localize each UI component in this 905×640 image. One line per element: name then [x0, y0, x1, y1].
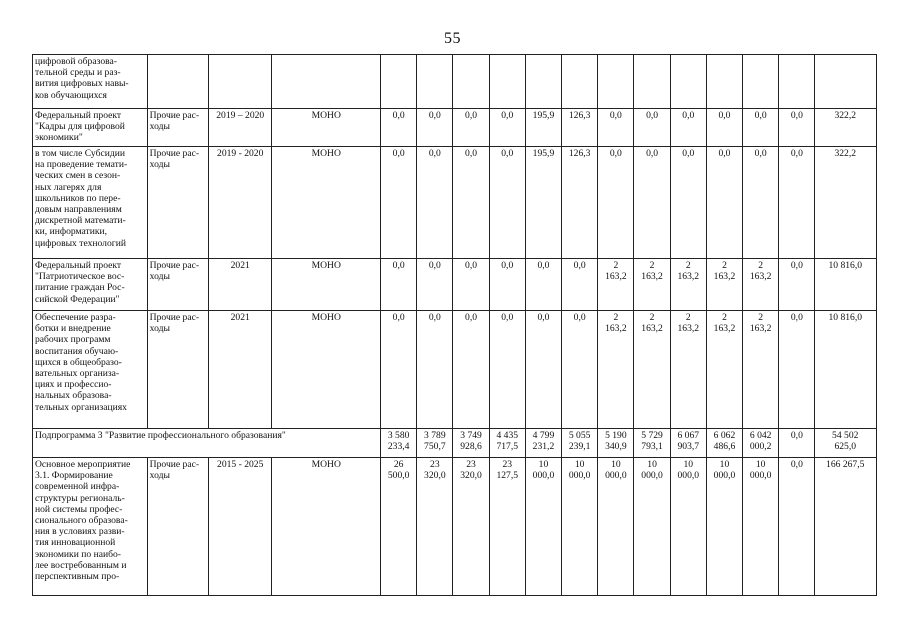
- value-line: 0,0: [646, 148, 659, 159]
- year-value-cell: [779, 55, 815, 109]
- event-name-line: экономики по наибо-: [35, 548, 121, 560]
- year-value-cell: [598, 147, 634, 259]
- year-value-cell: [453, 55, 489, 109]
- value-line: 000,0: [568, 470, 591, 482]
- total-cell: [815, 259, 877, 311]
- value-line: 625,0: [834, 441, 857, 453]
- value-line: 23: [502, 459, 513, 470]
- event-name-line: ния в условиях разви-: [35, 526, 125, 538]
- event-name-line: ной системы профес-: [35, 503, 123, 515]
- value-line: 163,2: [749, 271, 772, 283]
- year-value-cell: [634, 311, 670, 429]
- year-value-cell: [381, 109, 417, 147]
- total-cell: [815, 55, 877, 109]
- value-line: 10: [538, 459, 549, 470]
- year-value-cell: [743, 311, 779, 429]
- value-line: 10: [719, 459, 730, 470]
- year-value-cell: [634, 458, 670, 596]
- event-name-line: дискретной математи-: [35, 215, 126, 227]
- value-line: 2: [649, 312, 655, 323]
- funding-source-line: Прочие рас-: [149, 148, 200, 159]
- year-value-cell: [598, 55, 634, 109]
- year-value-cell: [381, 55, 417, 109]
- year-value-cell: [489, 458, 525, 596]
- value-line: 0,0: [501, 110, 514, 121]
- year-value-cell: [489, 109, 525, 147]
- value-line: 793,1: [641, 441, 663, 453]
- year-value-cell: [598, 259, 634, 311]
- value-line: 0,0: [573, 260, 586, 271]
- year-value-cell: [453, 311, 489, 429]
- value-line: 3 749: [460, 430, 482, 441]
- value-line: 163,2: [749, 323, 772, 335]
- value-line: 239,1: [568, 441, 591, 453]
- value-line: 0,0: [537, 260, 550, 271]
- period-cell: 2021: [209, 259, 272, 311]
- value-line: 0,0: [501, 312, 514, 323]
- year-value-cell: [525, 458, 561, 596]
- year-value-cell: [706, 458, 742, 596]
- total-cell: [815, 429, 877, 458]
- event-name-line: в том числе Субсидии: [35, 148, 125, 159]
- period-cell: 2019 - 2020: [209, 147, 272, 259]
- value-line: 2: [613, 312, 619, 323]
- funding-source-line: ходы: [149, 121, 170, 133]
- year-value-cell: [670, 259, 706, 311]
- value-line: 163,2: [641, 323, 663, 335]
- event-name-line: 3.1. Формирование: [35, 470, 113, 482]
- value-line: 0,0: [392, 110, 405, 121]
- year-value-cell: [489, 147, 525, 259]
- funding-source-cell: [147, 259, 208, 311]
- value-line: 54 502: [832, 430, 859, 441]
- period-cell: 2015 - 2025: [209, 458, 272, 596]
- value-line: 717,5: [496, 441, 519, 453]
- value-line: 2: [722, 260, 727, 271]
- year-value-cell: [634, 259, 670, 311]
- responsible-cell: МОНО: [272, 311, 381, 429]
- year-value-cell: [634, 429, 670, 458]
- event-name-line: ческих смен в сезон-: [35, 170, 121, 182]
- event-name-line: ботки и внедрение: [35, 323, 111, 335]
- responsible-cell: МОНО: [272, 259, 381, 311]
- event-name-line: Обеспечение разра-: [35, 312, 116, 323]
- event-name-line: вательных организа-: [35, 368, 120, 380]
- value-line: 0,0: [790, 148, 803, 159]
- value-line: 10 816,0: [828, 312, 863, 323]
- value-line: 0,0: [392, 148, 405, 159]
- event-name-line: питание граждан Рос-: [35, 282, 125, 294]
- value-line: 0,0: [718, 110, 731, 121]
- table-row: [33, 55, 877, 109]
- value-line: 3 789: [424, 430, 446, 441]
- year-value-cell: [562, 311, 598, 429]
- value-line: 0,0: [392, 260, 405, 271]
- year-value-cell: [417, 311, 453, 429]
- value-line: 231,2: [532, 441, 555, 453]
- value-line: 126,3: [568, 148, 591, 159]
- value-line: 000,0: [532, 470, 555, 482]
- value-line: 166 267,5: [826, 459, 865, 470]
- value-line: 26: [393, 459, 404, 470]
- period-cell: [209, 55, 272, 109]
- year-value-cell: [706, 109, 742, 147]
- table-row: [33, 147, 877, 259]
- value-line: 000,0: [641, 470, 663, 482]
- event-name-line: сийской Федерации": [35, 293, 120, 305]
- value-line: 0,0: [609, 110, 622, 121]
- value-line: 2: [685, 312, 691, 323]
- value-line: 0,0: [790, 110, 803, 121]
- funding-source-line: Прочие рас-: [149, 459, 200, 470]
- value-line: 163,2: [641, 271, 663, 283]
- table-row: [33, 311, 877, 429]
- year-value-cell: [706, 55, 742, 109]
- funding-source-line: Прочие рас-: [149, 260, 200, 271]
- value-line: 000,2: [749, 441, 772, 453]
- year-value-cell: [525, 147, 561, 259]
- value-line: 6 042: [749, 430, 772, 441]
- value-line: 0,0: [790, 312, 803, 323]
- total-cell: [815, 147, 877, 259]
- funding-source-cell: [147, 109, 208, 147]
- event-name-line: современной инфра-: [35, 481, 120, 493]
- funding-source-line: ходы: [149, 470, 170, 482]
- subprogram-row: [33, 429, 877, 458]
- year-value-cell: [453, 147, 489, 259]
- year-value-cell: [417, 147, 453, 259]
- value-line: 163,2: [605, 323, 627, 335]
- year-value-cell: [562, 259, 598, 311]
- event-name-line: школьников по пере-: [35, 192, 121, 204]
- funding-source-cell: [147, 55, 208, 109]
- value-line: 000,0: [605, 470, 627, 482]
- year-value-cell: [525, 429, 561, 458]
- year-value-cell: [779, 311, 815, 429]
- value-line: 127,5: [496, 470, 519, 482]
- value-line: 0,0: [609, 148, 622, 159]
- year-value-cell: [779, 429, 815, 458]
- total-cell: [815, 458, 877, 596]
- funding-source-line: ходы: [149, 159, 170, 171]
- year-value-cell: [417, 429, 453, 458]
- event-name-cell: [33, 311, 148, 429]
- year-value-cell: [706, 147, 742, 259]
- value-line: 903,7: [677, 441, 700, 453]
- year-value-cell: [706, 259, 742, 311]
- event-name-line: лее востребованным и: [35, 559, 127, 571]
- responsible-cell: МОНО: [272, 458, 381, 596]
- value-line: 3 580: [387, 430, 410, 441]
- year-value-cell: [743, 109, 779, 147]
- value-line: 0,0: [428, 148, 441, 159]
- value-line: 163,2: [677, 271, 700, 283]
- event-name-line: структуры региональ-: [35, 492, 125, 504]
- year-value-cell: [598, 109, 634, 147]
- year-value-cell: [525, 311, 561, 429]
- event-name-line: рабочих программ: [35, 334, 111, 346]
- funding-source-line: Прочие рас-: [149, 110, 200, 121]
- event-name-cell: [33, 109, 148, 147]
- year-value-cell: [779, 458, 815, 596]
- event-name-line: тельной среды и раз-: [35, 67, 121, 79]
- value-line: 163,2: [605, 271, 627, 283]
- funding-source-cell: [147, 147, 208, 259]
- value-line: 500,0: [387, 470, 410, 482]
- value-line: 2: [685, 260, 691, 271]
- value-line: 10: [683, 459, 694, 470]
- funding-source-line: ходы: [149, 323, 170, 335]
- value-line: 0,0: [790, 260, 803, 271]
- year-value-cell: [525, 109, 561, 147]
- event-name-line: тельных организациях: [35, 401, 127, 413]
- year-value-cell: [670, 458, 706, 596]
- event-name-line: ки, информатики,: [35, 226, 108, 238]
- value-line: 10 816,0: [828, 260, 863, 271]
- year-value-cell: [381, 311, 417, 429]
- year-value-cell: [562, 55, 598, 109]
- year-value-cell: [670, 311, 706, 429]
- value-line: 322,2: [834, 148, 857, 159]
- year-value-cell: [670, 147, 706, 259]
- page-number: 55: [444, 30, 461, 47]
- event-name-cell: [33, 147, 148, 259]
- event-name-line: ных лагерях для: [35, 181, 102, 193]
- event-name-line: на проведение темати-: [35, 159, 128, 171]
- year-value-cell: [417, 259, 453, 311]
- year-value-cell: [779, 147, 815, 259]
- year-value-cell: [562, 458, 598, 596]
- value-line: 486,6: [713, 441, 736, 453]
- year-value-cell: [634, 109, 670, 147]
- value-line: 23: [466, 459, 476, 470]
- value-line: 0,0: [501, 148, 514, 159]
- value-line: 10: [611, 459, 621, 470]
- value-line: 195,9: [532, 148, 555, 159]
- year-value-cell: [453, 429, 489, 458]
- year-value-cell: [417, 55, 453, 109]
- value-line: 126,3: [568, 110, 591, 121]
- budget-table: [32, 54, 877, 596]
- value-line: 340,9: [605, 441, 627, 453]
- value-line: 5 190: [605, 430, 627, 441]
- year-value-cell: [453, 259, 489, 311]
- value-line: 2: [649, 260, 655, 271]
- value-line: 0,0: [465, 260, 478, 271]
- value-line: 2: [758, 260, 764, 271]
- value-line: 5 055: [568, 430, 591, 441]
- period-cell: 2019 – 2020: [209, 109, 272, 147]
- value-line: 0,0: [754, 110, 767, 121]
- value-line: 6 062: [713, 430, 736, 441]
- value-line: 0,0: [718, 148, 731, 159]
- value-line: 320,0: [424, 470, 446, 482]
- value-line: 0,0: [537, 312, 550, 323]
- event-name-line: "Патриотическое вос-: [35, 271, 125, 283]
- value-line: 4 799: [532, 430, 555, 441]
- value-line: 0,0: [428, 260, 441, 271]
- event-name-cell: [33, 259, 148, 311]
- total-cell: [815, 109, 877, 147]
- value-line: 0,0: [754, 148, 767, 159]
- year-value-cell: [489, 311, 525, 429]
- year-value-cell: [417, 458, 453, 596]
- year-value-cell: [525, 259, 561, 311]
- event-name-line: цифровых технологий: [35, 237, 126, 249]
- year-value-cell: [670, 429, 706, 458]
- value-line: 163,2: [677, 323, 700, 335]
- event-name-line: нальных образова-: [35, 390, 112, 402]
- funding-source-cell: [147, 458, 208, 596]
- year-value-cell: [598, 429, 634, 458]
- event-name-cell: [33, 458, 148, 596]
- value-line: 6 067: [677, 430, 700, 441]
- value-line: 0,0: [428, 312, 441, 323]
- table-row: [33, 458, 877, 596]
- year-value-cell: [743, 55, 779, 109]
- value-line: 0,0: [682, 110, 695, 121]
- value-line: 0,0: [428, 110, 441, 121]
- funding-source-line: Прочие рас-: [149, 312, 200, 323]
- value-line: 0,0: [392, 312, 405, 323]
- table-row: [33, 109, 877, 147]
- value-line: 000,0: [713, 470, 736, 482]
- value-line: 0,0: [646, 110, 659, 121]
- year-value-cell: [598, 311, 634, 429]
- event-name-line: воспитания обучаю-: [35, 345, 119, 357]
- event-name-line: циях и профессио-: [35, 379, 112, 391]
- year-value-cell: [779, 259, 815, 311]
- value-line: 322,2: [834, 110, 857, 121]
- event-name-line: Федеральный проект: [35, 110, 122, 121]
- event-name-line: перспективным про-: [35, 571, 120, 583]
- event-name-line: цифровой образова-: [35, 56, 117, 67]
- event-name-line: вития цифровых навы-: [35, 78, 129, 90]
- funding-source-line: ходы: [149, 271, 170, 283]
- value-line: 0,0: [682, 148, 695, 159]
- event-name-line: Федеральный проект: [35, 260, 122, 271]
- year-value-cell: [598, 458, 634, 596]
- value-line: 2: [613, 260, 619, 271]
- event-name-line: Основное мероприятие: [35, 459, 131, 470]
- year-value-cell: [381, 259, 417, 311]
- year-value-cell: [489, 429, 525, 458]
- funding-source-cell: [147, 311, 208, 429]
- year-value-cell: [634, 147, 670, 259]
- year-value-cell: [525, 55, 561, 109]
- year-value-cell: [562, 429, 598, 458]
- event-name-line: довым направлениям: [35, 204, 122, 216]
- event-name-line: ков обучающихся: [35, 89, 107, 101]
- event-name-line: тия инновационной: [35, 537, 116, 549]
- year-value-cell: [453, 458, 489, 596]
- year-value-cell: [381, 147, 417, 259]
- value-line: 233,4: [387, 441, 410, 453]
- value-line: 750,7: [424, 441, 446, 453]
- value-line: 0,0: [465, 110, 478, 121]
- year-value-cell: [381, 429, 417, 458]
- year-value-cell: [453, 109, 489, 147]
- year-value-cell: [743, 147, 779, 259]
- year-value-cell: [706, 311, 742, 429]
- year-value-cell: [634, 55, 670, 109]
- value-line: 4 435: [496, 430, 519, 441]
- year-value-cell: [562, 147, 598, 259]
- value-line: 10: [647, 459, 657, 470]
- value-line: 0,0: [465, 312, 478, 323]
- value-line: 5 729: [641, 430, 663, 441]
- value-line: 0,0: [465, 148, 478, 159]
- value-line: 320,0: [460, 470, 482, 482]
- year-value-cell: [779, 109, 815, 147]
- value-line: 195,9: [532, 110, 555, 121]
- year-value-cell: [743, 429, 779, 458]
- responsible-cell: МОНО: [272, 147, 381, 259]
- value-line: 23: [430, 459, 440, 470]
- value-line: 928,6: [460, 441, 482, 453]
- event-name-line: сионального образова-: [35, 515, 128, 527]
- year-value-cell: [562, 109, 598, 147]
- event-name-cell: [33, 55, 148, 109]
- value-line: 000,0: [677, 470, 700, 482]
- table-row: [33, 259, 877, 311]
- year-value-cell: [670, 109, 706, 147]
- event-name-line: "Кадры для цифровой: [35, 121, 125, 133]
- year-value-cell: [743, 458, 779, 596]
- value-line: 10: [755, 459, 766, 470]
- year-value-cell: [706, 429, 742, 458]
- value-line: 0,0: [790, 459, 803, 470]
- event-name-line: щихся в общеобразо-: [35, 356, 122, 368]
- year-value-cell: [743, 259, 779, 311]
- value-line: 0,0: [790, 430, 803, 441]
- year-value-cell: [489, 259, 525, 311]
- value-line: 0,0: [501, 260, 514, 271]
- subprogram-label: Подпрограмма 3 "Развитие профессионального образования": [33, 429, 381, 458]
- value-line: 163,2: [713, 271, 736, 283]
- responsible-cell: [272, 55, 381, 109]
- value-line: 163,2: [713, 323, 736, 335]
- responsible-cell: МОНО: [272, 109, 381, 147]
- year-value-cell: [381, 458, 417, 596]
- year-value-cell: [489, 55, 525, 109]
- event-name-line: экономики": [35, 132, 83, 144]
- value-line: 2: [722, 312, 727, 323]
- year-value-cell: [417, 109, 453, 147]
- year-value-cell: [670, 55, 706, 109]
- value-line: 2: [758, 312, 764, 323]
- period-cell: 2021: [209, 311, 272, 429]
- value-line: 10: [574, 459, 585, 470]
- value-line: 000,0: [749, 470, 772, 482]
- value-line: 0,0: [573, 312, 586, 323]
- total-cell: [815, 311, 877, 429]
